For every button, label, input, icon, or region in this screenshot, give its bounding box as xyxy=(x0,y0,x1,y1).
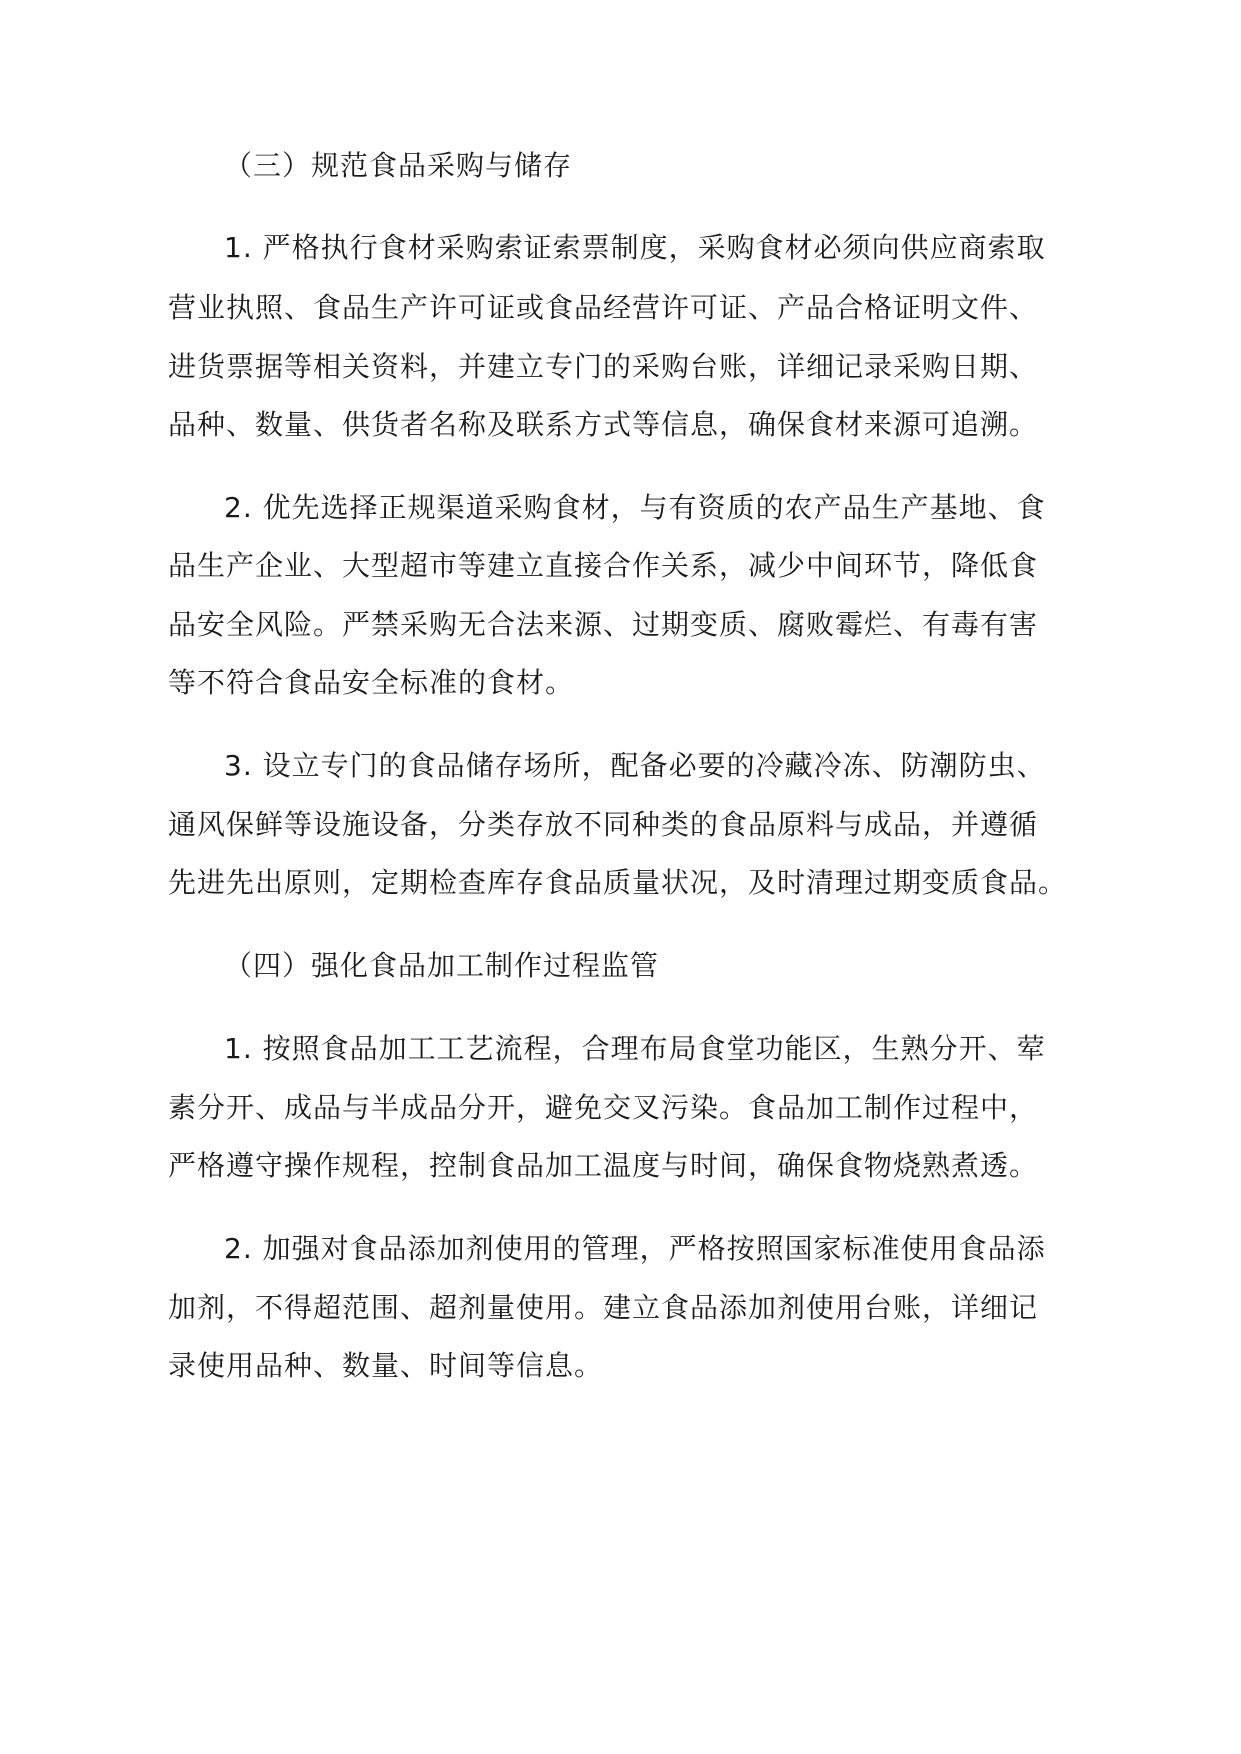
paragraph-line: 录使用品种、数量、时间等信息。 xyxy=(168,1349,604,1382)
paragraph-line: 通风保鲜等设施设备，分类存放不同种类的食品原料与成品，并遵循 xyxy=(168,808,1039,841)
paragraph-line: 素分开、成品与半成品分开，避免交叉污染。食品加工制作过程中， xyxy=(168,1091,1039,1124)
paragraph-line: 1. 严格执行食材采购索证索票制度，采购食材必须向供应商索取 xyxy=(224,231,1046,264)
paragraph-line: 3. 设立专门的食品储存场所，配备必要的冷藏冷冻、防潮防虫、 xyxy=(224,749,1046,782)
paragraph-line: 品生产企业、大型超市等建立直接合作关系，减少中间环节，降低食 xyxy=(168,549,1039,582)
paragraph-line: 品安全风险。严禁采购无合法来源、过期变质、腐败霉烂、有毒有害 xyxy=(168,608,1039,641)
paragraph-line: 2. 加强对食品添加剂使用的管理，严格按照国家标准使用食品添 xyxy=(224,1232,1046,1265)
paragraph-line: 品种、数量、供货者名称及联系方式等信息，确保食材来源可追溯。 xyxy=(168,408,1039,441)
paragraph-line: 先进先出原则，定期检查库存食品质量状况，及时清理过期变质食品。 xyxy=(168,866,1068,899)
paragraph-line: 2. 优先选择正规渠道采购食材，与有资质的农产品生产基地、食 xyxy=(224,491,1046,524)
paragraph-line: 严格遵守操作规程，控制食品加工温度与时间，确保食物烧熟煮透。 xyxy=(168,1149,1039,1182)
paragraph-line: 等不符合食品安全标准的食材。 xyxy=(168,666,575,699)
paragraph-line: 进货票据等相关资料，并建立专门的采购台账，详细记录采购日期、 xyxy=(168,350,1039,383)
section-heading-3: （三）规范食品采购与储存 xyxy=(224,149,573,182)
paragraph-line: 1. 按照食品加工工艺流程，合理布局食堂功能区，生熟分开、荤 xyxy=(224,1032,1046,1065)
paragraph-line: 加剂，不得超范围、超剂量使用。建立食品添加剂使用台账，详细记 xyxy=(168,1291,1039,1324)
section-heading-4: （四）强化食品加工制作过程监管 xyxy=(224,949,660,982)
paragraph-line: 营业执照、食品生产许可证或食品经营许可证、产品合格证明文件、 xyxy=(168,291,1039,324)
